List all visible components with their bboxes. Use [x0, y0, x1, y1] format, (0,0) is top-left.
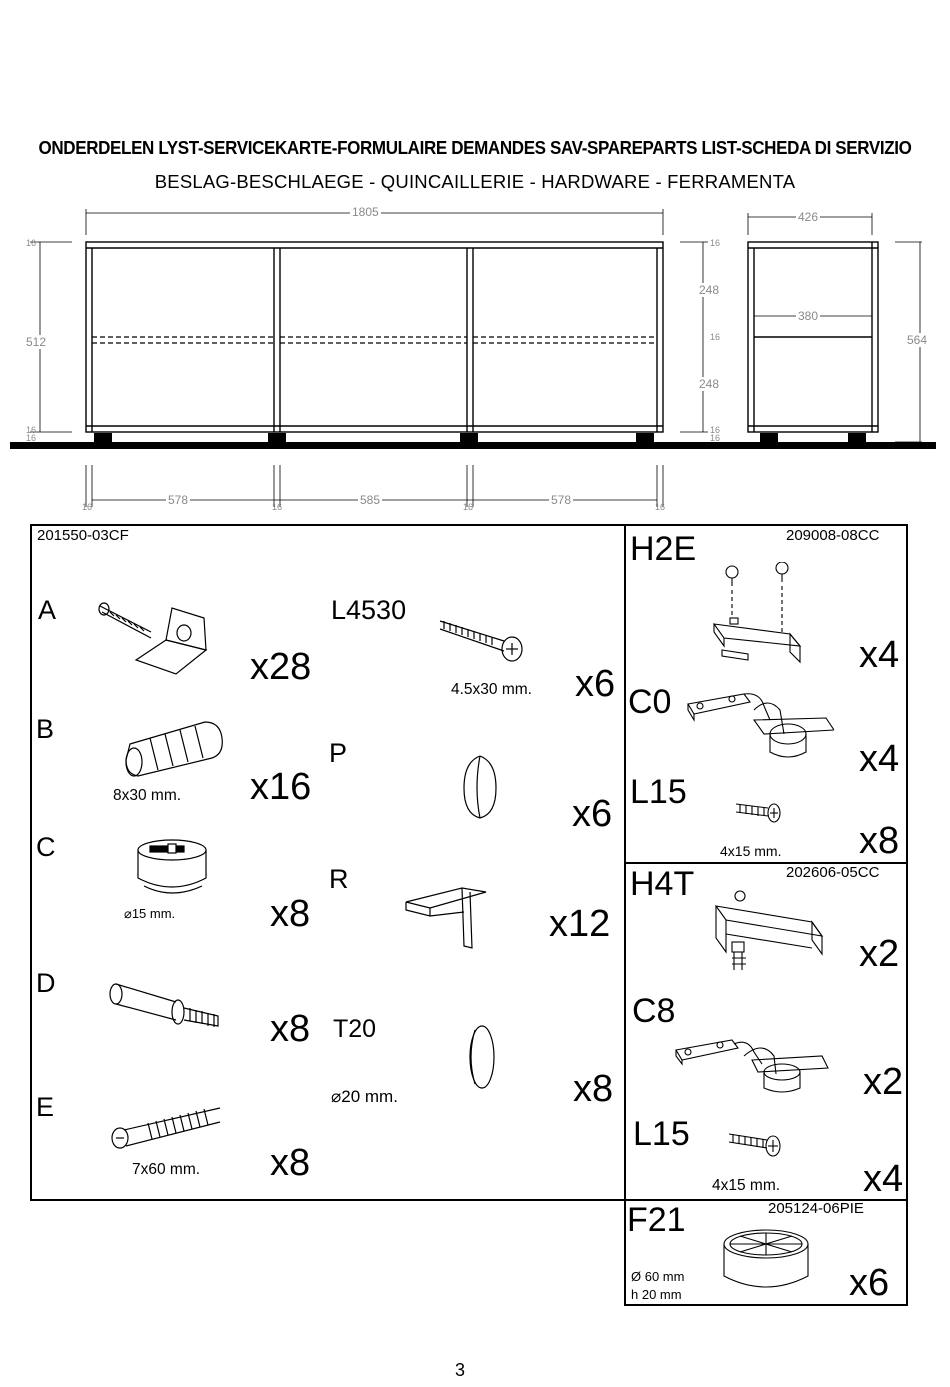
page-subtitle: BESLAG-BESCHLAEGE - QUINCAILLERIE - HARDWARE - FERRAMENTA: [154, 171, 796, 192]
dim-seg-0: 16: [82, 502, 93, 512]
dim-bottom-thickness: 16: [26, 425, 37, 435]
dim-right-4: 16: [710, 425, 721, 435]
part-e-note: 7x60 mm.: [132, 1161, 201, 1178]
part-a-qty: x28: [250, 646, 312, 688]
part-e-qty: x8: [270, 1142, 311, 1184]
dim-seg-1: 578: [168, 493, 189, 507]
c0-label: C0: [628, 683, 672, 721]
l15-qty-2: x4: [863, 1158, 904, 1200]
h2e-hinge-qty: x4: [859, 634, 900, 676]
part-b-note: 8x30 mm.: [113, 787, 182, 804]
part-r-qty: x12: [549, 903, 611, 945]
l15-note-2: 4x15 mm.: [712, 1177, 781, 1194]
part-c-note-text: 15 mm.: [131, 906, 176, 921]
cabinet-drawing: [0, 195, 950, 520]
part-d-qty: x8: [270, 1008, 311, 1050]
part-b-label: B: [36, 714, 55, 744]
hinge-plate-icon: [700, 562, 810, 666]
part-c-qty: x8: [270, 893, 311, 935]
l15-label-2: L15: [633, 1115, 690, 1153]
page-number: 3: [454, 1360, 465, 1380]
dim-side-inner: 380: [798, 309, 819, 323]
dim-bottom-thickness-2: 16: [26, 433, 37, 443]
h2e-code: 209008-08CC: [786, 527, 880, 544]
hinge-plate-icon-2: [708, 888, 826, 980]
small-screw-icon-1: [732, 798, 784, 826]
dim-seg-5: 578: [551, 493, 572, 507]
part-c-note: ⌀15 mm.: [124, 906, 176, 921]
f21-qty: x6: [849, 1262, 890, 1304]
part-t20-note: ⌀20 mm.: [331, 1087, 398, 1106]
dowel-icon: [120, 716, 230, 778]
dim-seg-4: 16: [463, 502, 474, 512]
l15-qty-1: x8: [859, 820, 900, 862]
f21-note-1: Ø 60 mm: [631, 1269, 685, 1284]
l15-note-1: 4x15 mm.: [720, 843, 782, 859]
foot-icon: [718, 1226, 814, 1296]
part-e-label: E: [36, 1092, 55, 1122]
part-d-label: D: [36, 968, 56, 998]
dim-right-3: 248: [699, 377, 720, 391]
cam-connector-icon: [96, 598, 216, 678]
h4t-label: H4T: [630, 865, 695, 903]
cam-bolt-icon: [106, 980, 226, 1036]
part-b-qty: x16: [250, 766, 312, 808]
dim-right-2: 16: [710, 332, 721, 342]
f21-note-2: h 20 mm: [631, 1287, 682, 1302]
cam-lock-icon: [130, 834, 220, 896]
part-l4530-qty: x6: [575, 663, 616, 705]
dim-seg-3: 585: [360, 493, 381, 507]
dim-top-thickness: 16: [26, 238, 37, 248]
c8-qty: x2: [863, 1061, 904, 1103]
h4t-code: 202606-05CC: [786, 864, 880, 881]
dim-seg-2: 16: [272, 502, 283, 512]
dim-side-height: 564: [907, 333, 928, 347]
dim-right-1: 248: [699, 283, 720, 297]
dim-height-total: 512: [26, 335, 47, 349]
l15-label-1: L15: [630, 773, 687, 811]
h4t-hinge-qty: x2: [859, 933, 900, 975]
disc-icon: [465, 1022, 499, 1092]
hinge-icon-2: [672, 1034, 832, 1096]
part-p-qty: x6: [572, 793, 613, 835]
dim-side-depth: 426: [798, 210, 819, 224]
c0-qty: x4: [859, 738, 900, 780]
part-l4530-label: L4530: [331, 595, 407, 625]
dim-right-5: 16: [710, 433, 721, 443]
shelf-support-icon: [400, 882, 496, 952]
page-title: ONDERDELEN LYST-SERVICEKARTE-FORMULAIRE DEMANDES SAV-SPAREPARTS LIST-SCHEDA DI SERVIZIO: [38, 137, 912, 158]
screw-icon: [436, 615, 528, 665]
dim-right-0: 16: [710, 238, 721, 248]
screw-long-icon: [108, 1106, 228, 1154]
part-c-label: C: [36, 832, 56, 862]
f21-code: 205124-06PIE: [768, 1200, 864, 1217]
hinge-icon: [684, 690, 834, 760]
part-t20-qty: x8: [573, 1068, 614, 1110]
f21-label: F21: [627, 1201, 686, 1239]
part-t20-note-text: 20 mm.: [341, 1087, 398, 1106]
dim-seg-6: 16: [655, 502, 666, 512]
part-a-label: A: [38, 595, 57, 625]
main-panel-code: 201550-03CF: [37, 527, 129, 544]
part-p-label: P: [329, 738, 348, 768]
c8-label: C8: [632, 992, 676, 1030]
bumper-icon: [460, 752, 500, 822]
h2e-label: H2E: [630, 530, 697, 568]
part-r-label: R: [329, 864, 349, 894]
part-l4530-note: 4.5x30 mm.: [451, 681, 532, 698]
part-t20-label: T20: [333, 1015, 377, 1043]
small-screw-icon-2: [725, 1128, 785, 1162]
dim-width-total: 1805: [352, 205, 379, 219]
